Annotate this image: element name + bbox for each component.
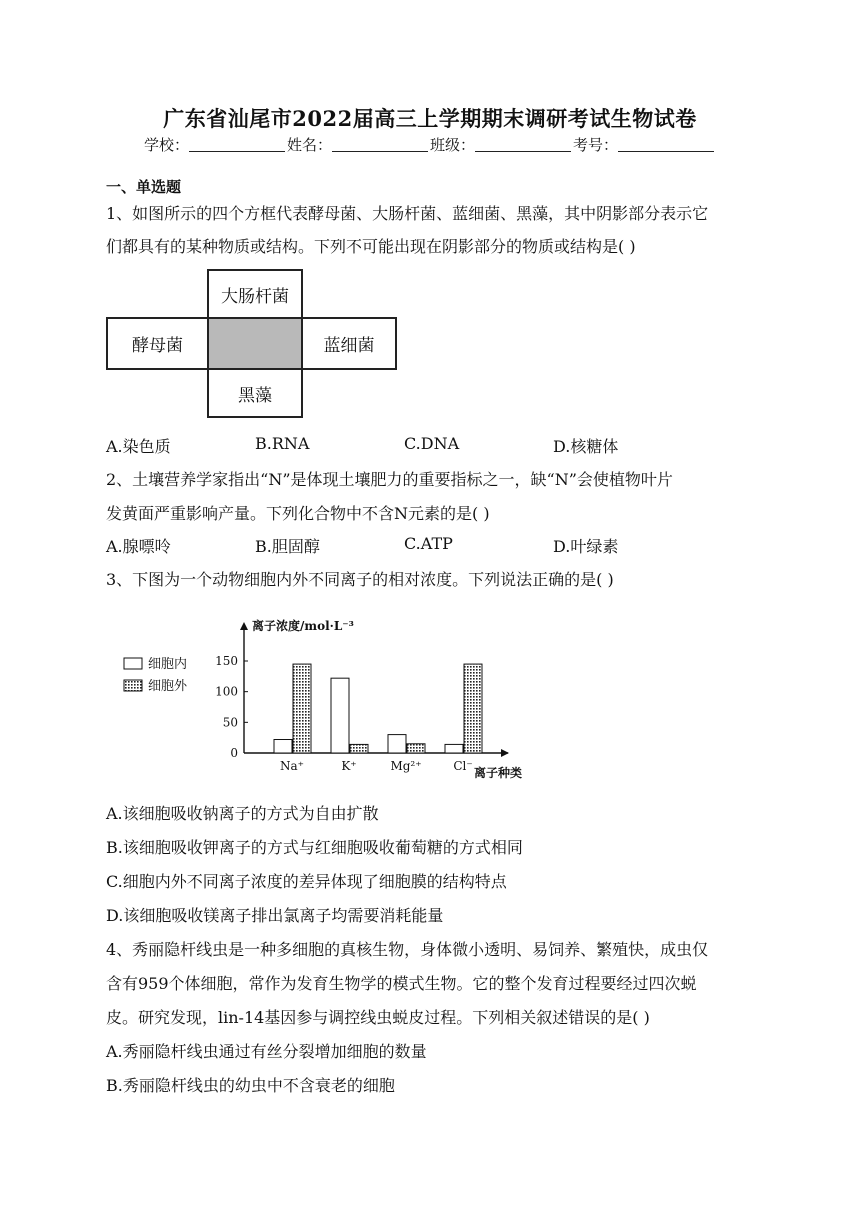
bar-outside bbox=[293, 664, 311, 753]
x-tick-label: K⁺ bbox=[341, 759, 357, 773]
class-blank[interactable] bbox=[475, 136, 571, 152]
ion-concentration-chart bbox=[110, 612, 550, 792]
name-blank[interactable] bbox=[332, 136, 428, 152]
chart-x-axis-label: 离子种类 bbox=[474, 766, 523, 780]
school-label: 学校： bbox=[143, 136, 189, 154]
chart-legend bbox=[124, 656, 188, 694]
q1-stem-line-2: 们都具有的某种物质或结构。下列不可能出现在阴影部分的物质或结构是( ) bbox=[106, 237, 636, 256]
chart-y-axis-label: 离子浓度/mol·L⁻³ bbox=[252, 619, 354, 633]
legend-swatch bbox=[124, 680, 142, 691]
q3-option-a[interactable]: A.该细胞吸收钠离子的方式为自由扩散 bbox=[106, 804, 379, 823]
id-label: 考号： bbox=[573, 136, 619, 154]
name-label: 姓名： bbox=[286, 136, 332, 154]
bar-inside bbox=[388, 735, 406, 753]
bar-outside bbox=[350, 744, 368, 753]
q2-option-a[interactable]: A.腺嘌呤 bbox=[106, 537, 171, 556]
id-blank[interactable] bbox=[618, 136, 714, 152]
q4-option-b[interactable]: B.秀丽隐杆线虫的幼虫中不含衰老的细胞 bbox=[106, 1076, 395, 1095]
diagram-shaded-center bbox=[207, 317, 303, 370]
class-label: 班级： bbox=[430, 136, 476, 154]
legend-swatch bbox=[124, 658, 142, 669]
q4-option-a[interactable]: A.秀丽隐杆线虫通过有丝分裂增加细胞的数量 bbox=[106, 1042, 427, 1061]
chart-bars bbox=[274, 664, 482, 753]
bar-inside bbox=[445, 744, 463, 753]
q2-option-d[interactable]: D.叶绿素 bbox=[553, 537, 619, 556]
q3-option-c[interactable]: C.细胞内外不同离子浓度的差异体现了细胞膜的结构特点 bbox=[106, 872, 507, 891]
student-info-line bbox=[0, 134, 860, 155]
q3-stem-line-1: 3、下图为一个动物细胞内外不同离子的相对浓度。下列说法正确的是( ) bbox=[106, 570, 614, 589]
q2-option-c[interactable]: C.ATP bbox=[404, 534, 453, 553]
legend-label: 细胞内 bbox=[148, 657, 188, 672]
q1-option-d[interactable]: D.核糖体 bbox=[553, 437, 619, 456]
q1-option-c[interactable]: C.DNA bbox=[404, 434, 460, 453]
q1-option-b[interactable]: B.RNA bbox=[255, 434, 310, 453]
q4-stem-line-3: 皮。研究发现，lin-14基因参与调控线虫蜕皮过程。下列相关叙述错误的是( ) bbox=[106, 1008, 650, 1027]
q4-stem-line-2: 含有959个体细胞，常作为发育生物学的模式生物。它的整个发育过程要经过四次蜕 bbox=[106, 974, 697, 993]
page-title: 广东省汕尾市2022届高三上学期期末调研考试生物试卷 bbox=[163, 106, 697, 131]
diagram-box-top: 大肠杆菌 bbox=[207, 269, 303, 319]
y-tick-label: 50 bbox=[222, 715, 238, 730]
q4-stem-line-1: 4、秀丽隐杆线虫是一种多细胞的真核生物，身体微小透明、易饲养、繁殖快，成虫仅 bbox=[106, 940, 709, 959]
y-tick-label: 0 bbox=[230, 746, 238, 760]
x-tick-label: Na⁺ bbox=[280, 759, 304, 773]
q2-option-b[interactable]: B.胆固醇 bbox=[255, 537, 320, 556]
q1-stem-line-1: 1、如图所示的四个方框代表酵母菌、大肠杆菌、蓝细菌、黑藻，其中阴影部分表示它 bbox=[106, 204, 709, 223]
legend-label: 细胞外 bbox=[148, 679, 188, 694]
q2-stem-line-2: 发黄面严重影响产量。下列化合物中不含N元素的是( ) bbox=[106, 504, 490, 523]
q1-option-a[interactable]: A.染色质 bbox=[106, 437, 171, 456]
bar-outside bbox=[407, 744, 425, 753]
bar-outside bbox=[464, 664, 482, 753]
q3-option-b[interactable]: B.该细胞吸收钾离子的方式与红细胞吸收葡萄糖的方式相同 bbox=[106, 838, 523, 857]
bar-inside bbox=[331, 678, 349, 753]
y-tick-label: 150 bbox=[215, 654, 238, 668]
diagram-box-right: 蓝细菌 bbox=[301, 317, 397, 370]
diagram-box-left: 酵母菌 bbox=[106, 317, 209, 370]
q3-option-d[interactable]: D.该细胞吸收镁离子排出氯离子均需要消耗能量 bbox=[106, 906, 444, 925]
bar-inside bbox=[274, 740, 292, 753]
y-axis-arrow bbox=[240, 622, 248, 630]
diagram-box-bottom: 黑藻 bbox=[207, 368, 303, 418]
q2-stem-line-1: 2、土壤营养学家指出“N”是体现土壤肥力的重要指标之一，缺“N”会使植物叶片 bbox=[106, 470, 673, 489]
section-title: 一、单选题 bbox=[106, 178, 182, 196]
x-axis-arrow bbox=[501, 749, 509, 757]
y-tick-label: 100 bbox=[215, 684, 238, 699]
x-tick-label: Cl⁻ bbox=[453, 759, 473, 773]
school-blank[interactable] bbox=[189, 136, 285, 152]
x-tick-label: Mg²⁺ bbox=[390, 759, 422, 773]
